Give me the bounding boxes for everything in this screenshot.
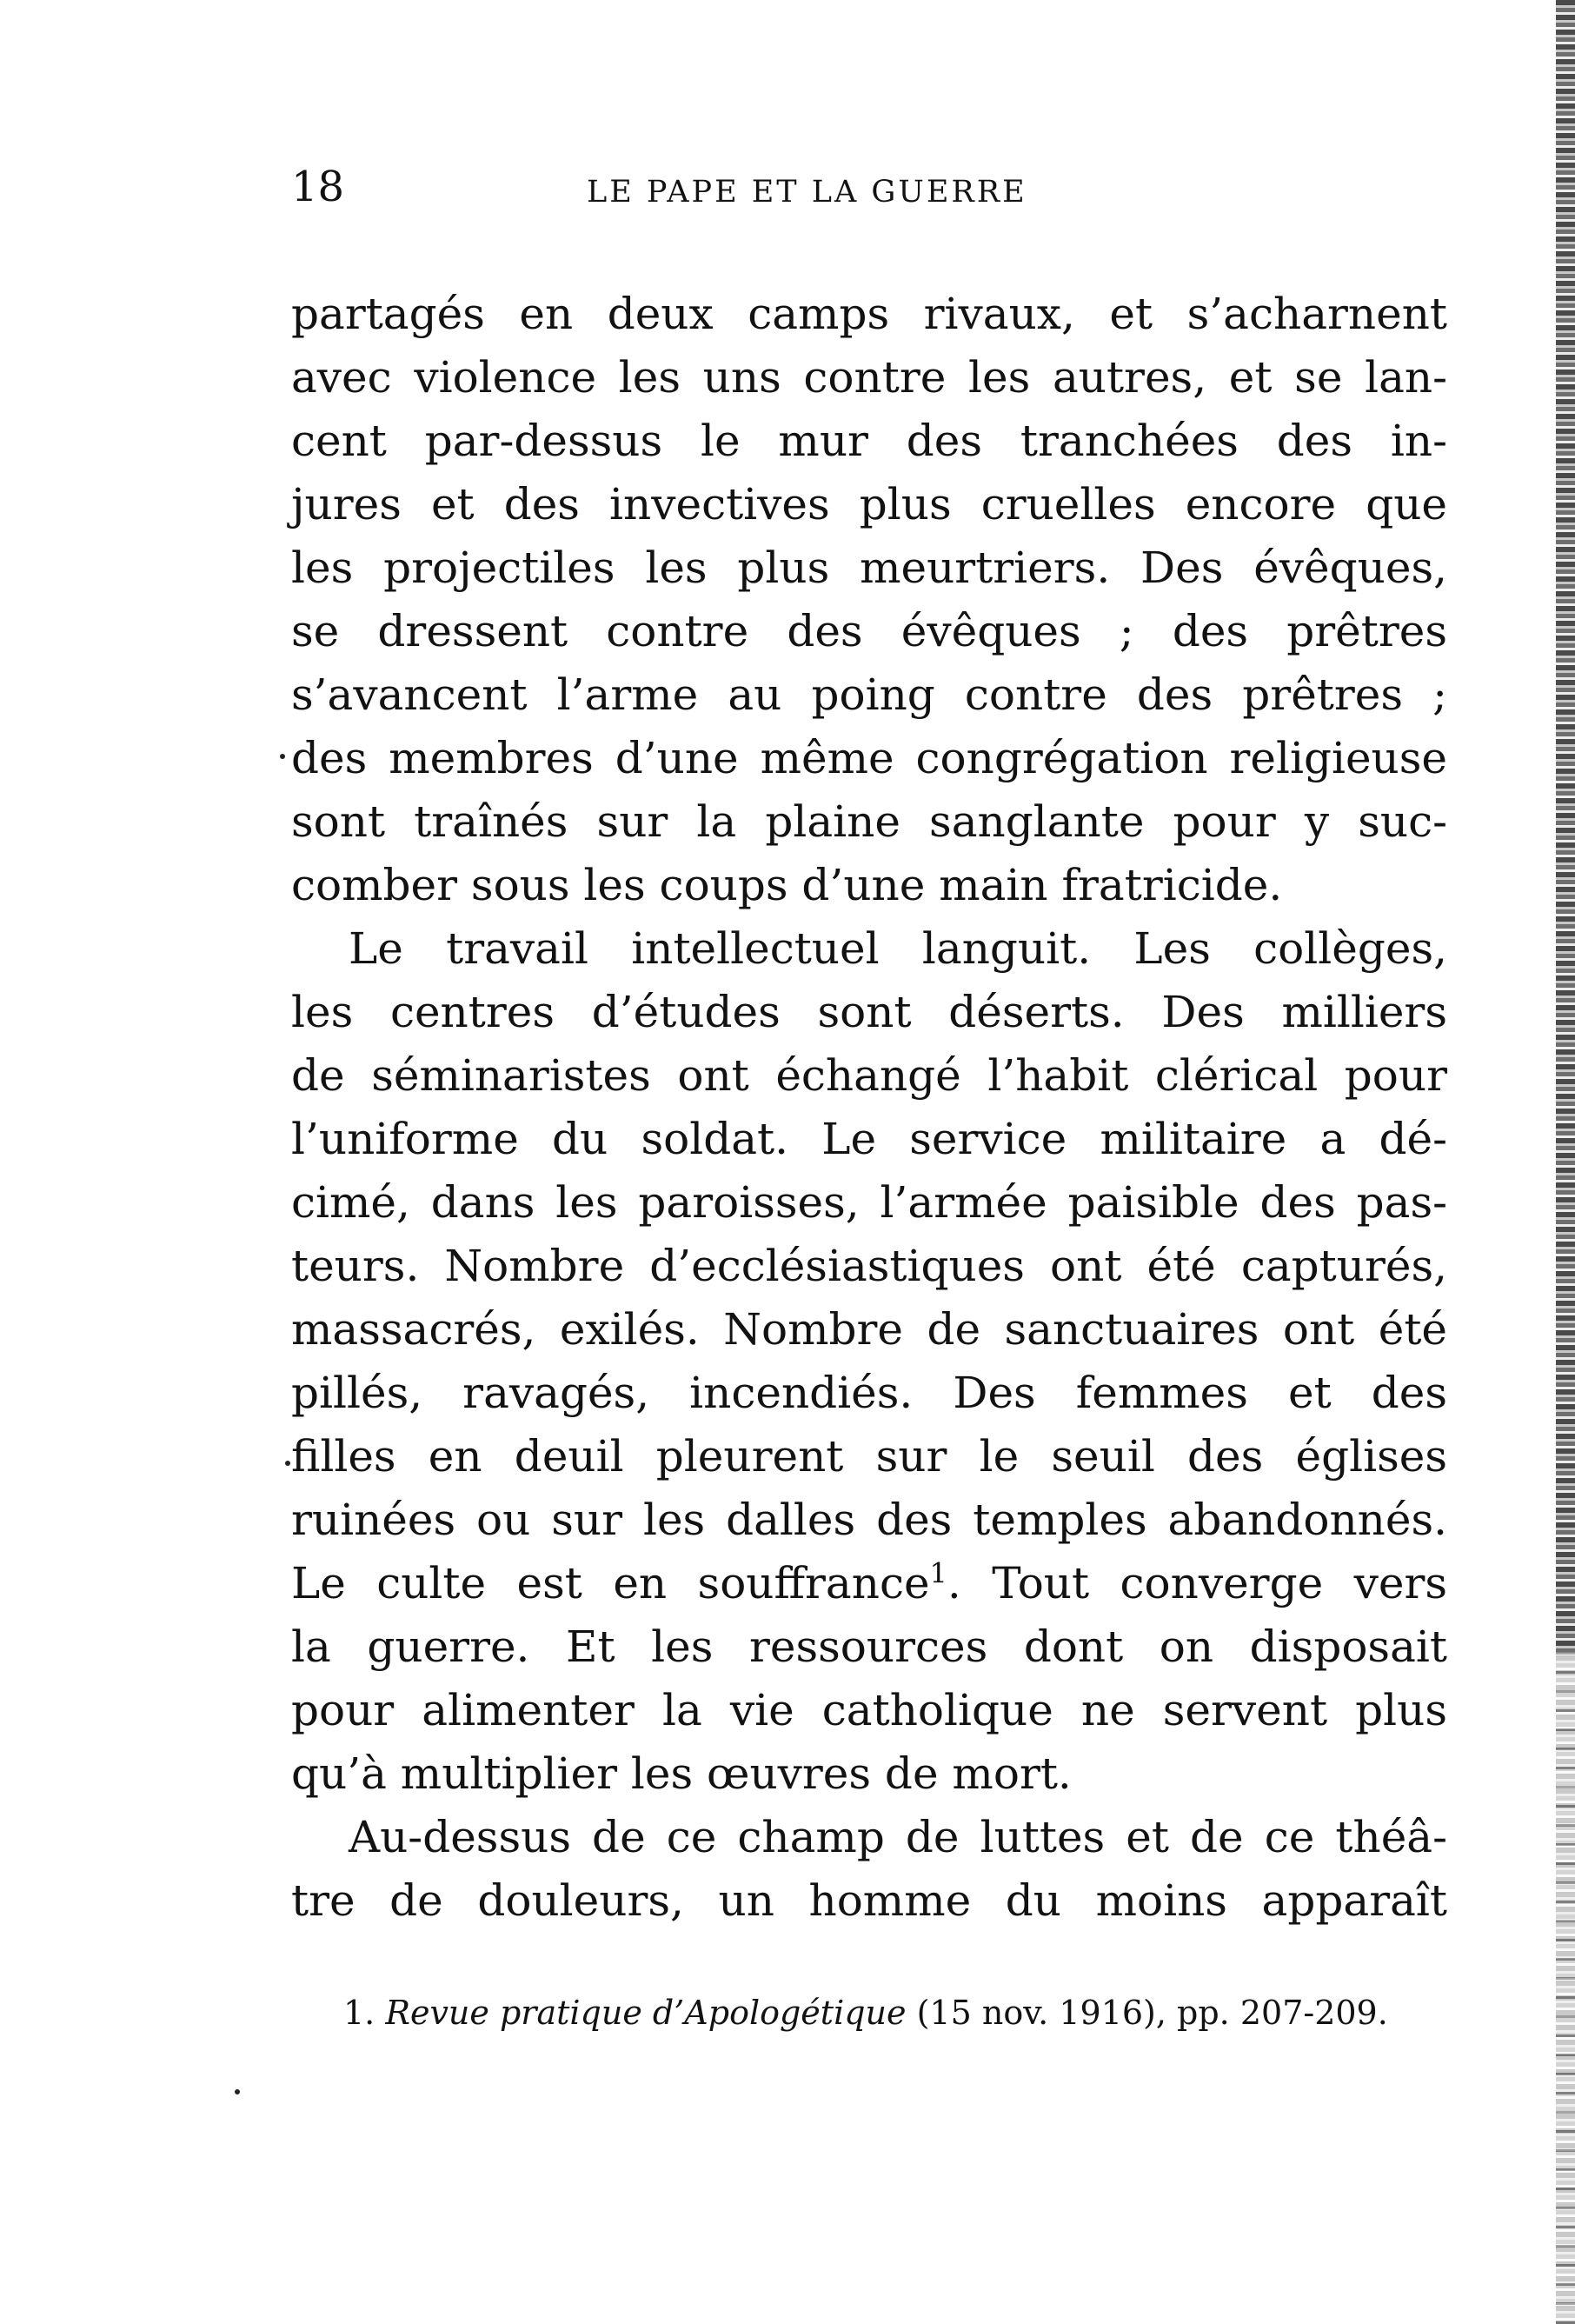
text-line: qu’à multiplier les œuvres de mort. <box>291 1748 1072 1799</box>
text-line: sont traînés sur la plaine sanglante pour y suc- <box>291 796 1447 847</box>
text-line: les projectiles les plus meurtriers. Des évêques, <box>291 543 1447 593</box>
text-fragment: Le culte est en souffrance <box>291 1558 930 1608</box>
text-line: pour alimenter la vie catholique ne servent plus <box>291 1685 1447 1735</box>
scan-edge-shadow-lower <box>1556 1652 1575 2324</box>
page-number: 18 <box>291 163 345 211</box>
text-line: pillés, ravagés, incendiés. Des femmes et des <box>291 1368 1447 1418</box>
text-line: Le travail intellectuel languit. Les collèges, <box>349 923 1447 974</box>
scan-speck <box>235 2089 240 2094</box>
footnote-details: (15 nov. 1916), pp. 207-209. <box>916 1994 1388 2032</box>
scan-speck <box>280 754 285 759</box>
text-line: des membres d’une même congrégation religieuse <box>291 733 1447 783</box>
footnote-marker: 1 <box>929 1556 947 1590</box>
text-line: cent par-dessus le mur des tranchées des in- <box>291 416 1447 466</box>
text-line-with-footnote <box>291 1552 1447 1615</box>
text-line: se dressent contre des évêques ; des prêtres <box>291 606 1447 656</box>
running-title: LE PAPE ET LA GUERRE <box>587 175 1027 210</box>
text-line: l’uniforme du soldat. Le service militaire a dé- <box>291 1114 1447 1164</box>
body-text <box>291 283 1447 1933</box>
text-line: de séminaristes ont échangé l’habit clérical pour <box>291 1050 1447 1101</box>
text-line: avec violence les uns contre les autres, et se lan- <box>291 352 1447 403</box>
text-line: partagés en deux camps rivaux, et s’acharnent <box>291 289 1447 339</box>
page-header <box>291 156 1447 217</box>
text-line: la guerre. Et les ressources dont on disposait <box>291 1621 1447 1672</box>
text-line: massacrés, exilés. Nombre de sanctuaires ont été <box>291 1304 1447 1355</box>
text-line: cimé, dans les paroisses, l’armée paisible des pas- <box>291 1177 1447 1228</box>
text-line: les centres d’études sont déserts. Des milliers <box>291 987 1447 1037</box>
text-line: filles en deuil pleurent sur le seuil des églises <box>291 1431 1447 1482</box>
text-line: Au-dessus de ce champ de luttes et de ce théâ- <box>349 1812 1447 1862</box>
text-line: teurs. Nombre d’ecclésiastiques ont été capturés, <box>291 1241 1447 1291</box>
text-fragment: . Tout converge vers <box>947 1558 1448 1608</box>
text-line: comber sous les coups d’une main fratricide. <box>291 860 1283 910</box>
text-line: tre de douleurs, un homme du moins apparaît <box>291 1875 1447 1926</box>
footnote-source: Revue pratique d’Apologétique <box>385 1994 907 2032</box>
footnote <box>343 1987 1447 2039</box>
text-line: ruinées ou sur les dalles des temples abandonnés. <box>291 1495 1447 1545</box>
text-line: s’avancent l’arme au poing contre des prêtres ; <box>291 669 1447 720</box>
scan-speck <box>285 1461 290 1466</box>
footnote-number: 1. <box>343 1994 375 2032</box>
text-line: jures et des invectives plus cruelles encore que <box>291 479 1447 529</box>
